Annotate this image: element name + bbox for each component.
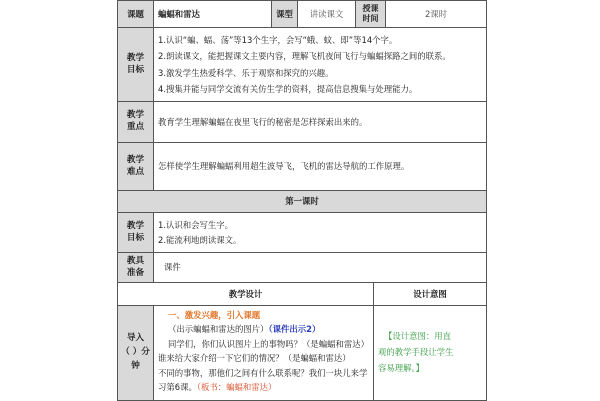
tools-label: 教具 准备 xyxy=(118,253,154,283)
intent-header: 设计意图 xyxy=(374,283,487,306)
goals-row xyxy=(118,28,487,102)
intro-line-4: 谁来给大家介绍一下它们的情况？（是蝙蝠和雷达） xyxy=(158,353,351,364)
intro-row xyxy=(118,306,487,401)
lesson-plan-page xyxy=(117,0,486,400)
hours-label: 授课 时间 xyxy=(356,1,386,28)
first-lesson-title: 第一课时 xyxy=(118,191,487,213)
lesson-goal-item: 2.能流利地朗读课文。 xyxy=(158,234,242,245)
goal-item: 2.朗读课文，能把握课文主要内容，理解飞机夜间飞行与蝙蝠探路之间的联系。 xyxy=(158,51,451,62)
design-header: 教学设计 xyxy=(118,283,374,306)
topic-value: 蝙蝠和雷达 xyxy=(154,1,272,28)
lesson-goals-row xyxy=(118,213,487,253)
tools-value: 课件 xyxy=(154,253,487,283)
intro-line-5: 不同的事物，那他们之间有什么联系呢？我们一块儿来学 xyxy=(158,367,368,378)
goals-label: 教学 目标 xyxy=(118,28,154,102)
type-label: 课型 xyxy=(272,1,298,28)
difficulties-text: 怎样使学生理解蝙蝠利用超生波导飞，飞机的雷达导航的工作原理。 xyxy=(154,143,487,191)
key-points-row xyxy=(118,102,487,143)
goal-item: 4.搜集并能与同学交流有关仿生学的资料，提高信息搜集与处理能力。 xyxy=(158,83,418,94)
type-value: 讲读课文 xyxy=(298,1,356,28)
intro-content xyxy=(154,306,374,401)
difficulties-row xyxy=(118,143,487,191)
hours-value: 2课时 xyxy=(386,1,487,28)
goal-item: 3.激发学生热爱科学、乐于观察和探究的兴趣。 xyxy=(158,67,334,78)
lesson-plan-table xyxy=(117,0,487,401)
intent-content: 【设计意图：用直 观的教学手段让学生 容易理解。】 xyxy=(374,306,487,401)
tools-row xyxy=(118,253,487,283)
goal-item: 1.认识“蝙、蝠、荡”等13个生字，会写“蛾、蚊、即”等14个字。 xyxy=(158,34,398,45)
lesson-goal-item: 1.认识和会写生字。 xyxy=(158,220,233,231)
intro-label: 导入 （ ）分 钟 xyxy=(118,306,154,401)
first-lesson-title-row xyxy=(118,191,487,213)
goals-list xyxy=(154,28,487,102)
topic-label: 课题 xyxy=(118,1,154,28)
lesson-goals-label: 教学 目标 xyxy=(118,213,154,253)
difficulties-label: 教学 难点 xyxy=(118,143,154,191)
header-row xyxy=(118,1,487,28)
lesson-goals-list xyxy=(154,213,487,253)
key-points-label: 教学 重点 xyxy=(118,102,154,143)
intro-line-3: 同学们，你们认识图片上的事物吗？（是蝙蝠和雷达） xyxy=(168,338,369,349)
step-title: 一、激发兴趣，引入课题 xyxy=(168,310,261,320)
key-points-text: 教育学生理解蝙蝠在夜里飞行的秘密是怎样探索出来的。 xyxy=(154,102,487,143)
intro-line-6: 习第6课。（板书：蝙蝠和雷达） xyxy=(158,382,277,393)
intro-line-2: （出示蝙蝠和雷达的图片）（课件出示2） xyxy=(168,324,321,335)
design-header-row xyxy=(118,283,487,306)
